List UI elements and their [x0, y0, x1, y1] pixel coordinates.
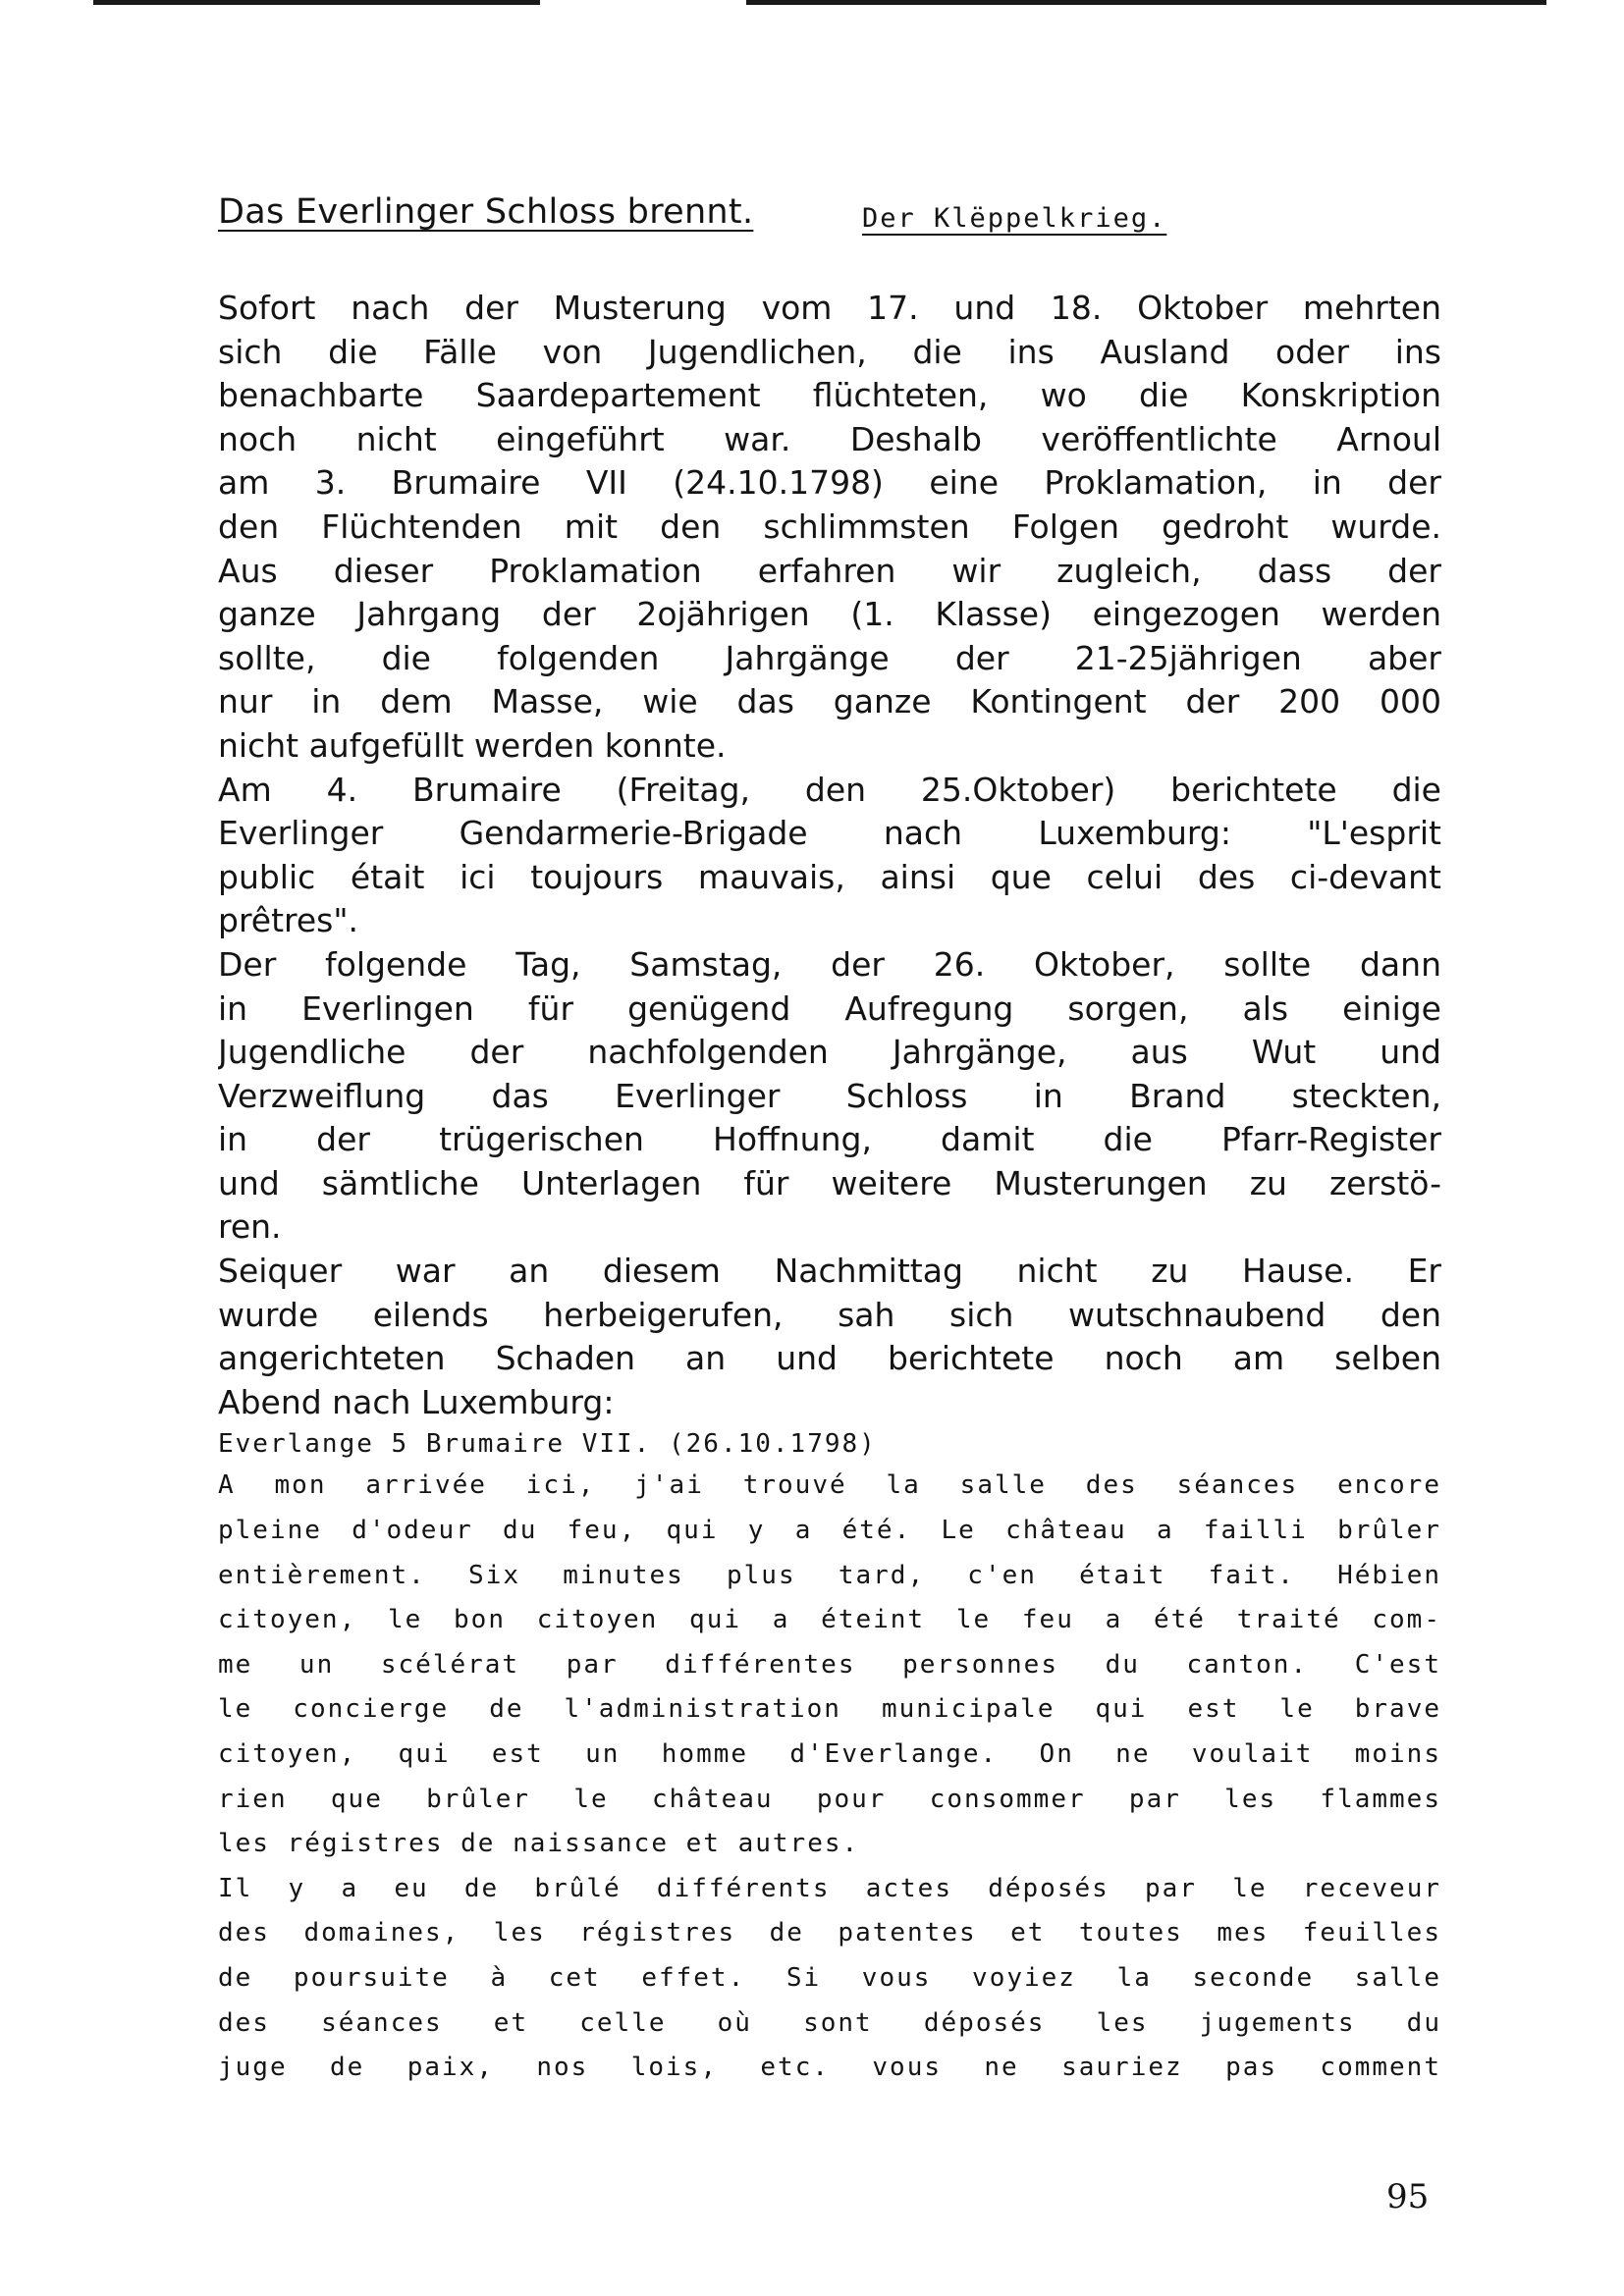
letter-line: les régistres de naissance et autres.: [218, 1829, 860, 1859]
text-line: sollte, die folgenden Jahrgänge der 21-25jährigen aber: [218, 638, 1441, 677]
text-line: ren.: [218, 1207, 282, 1247]
text-line: nicht aufgefüllt werden konnte.: [218, 725, 727, 765]
text-line: den Flüchtenden mit den schlimmsten Folgen gedroht wurde.: [218, 507, 1441, 546]
text-line: Sofort nach der Musterung vom 17. und 18. Oktober mehrten: [218, 289, 1441, 327]
text-line: in der trügerischen Hoffnung, damit die Pfarr-Register: [218, 1120, 1441, 1159]
paragraph-seiquer: [218, 1250, 1441, 1424]
text-line: nur in dem Masse, wie das ganze Kontingent der 200 000: [218, 682, 1441, 721]
letter-line: citoyen, le bon citoyen qui a éteint le feu a été traité com-: [218, 1605, 1441, 1635]
paragraph-musterung: [218, 287, 1441, 769]
text-line: sich die Fälle von Jugendlichen, die ins Ausland oder ins: [218, 332, 1441, 371]
text-line: angerichteten Schaden an und berichtete noch am selben: [218, 1339, 1441, 1378]
text-line: Aus dieser Proklamation erfahren wir zugleich, dass der: [218, 551, 1441, 590]
letter-line: des séances et celle où sont déposés les jugements du: [218, 2007, 1441, 2038]
text-line: noch nicht eingeführt war. Deshalb veröffentlichte Arnoul: [218, 419, 1441, 458]
letter-line: Il y a eu de brûlé différents actes déposés par le receveur: [218, 1873, 1441, 1903]
letter-line: entièrement. Six minutes plus tard, c'en était fait. Hébien: [218, 1560, 1441, 1590]
letter-quote: [218, 1424, 1441, 2090]
chapter-heading: [218, 192, 1219, 241]
text-line: Everlinger Gendarmerie-Brigade nach Luxemburg: "L'esprit: [218, 814, 1441, 853]
letter-line: de poursuite à cet effet. Si vous voyiez la seconde salle: [218, 1962, 1441, 1993]
text-line: ganze Jahrgang der 2ojährigen (1. Klasse) eingezogen werden: [218, 595, 1441, 634]
letter-line: citoyen, qui est un homme d'Everlange. On ne voulait moins: [218, 1739, 1441, 1769]
paragraph-gendarmerie: [218, 769, 1441, 943]
letter-line: le concierge de l'administration municipale qui est le brave: [218, 1694, 1441, 1725]
heading-title: Das Everlinger Schloss brennt.: [218, 192, 754, 232]
text-line: Seiquer war an diesem Nachmittag nicht zu Hause. Er: [218, 1252, 1441, 1291]
letter-paragraph: [218, 1867, 1441, 2091]
text-line: Am 4. Brumaire (Freitag, den 25.Oktober) berichtete die: [218, 770, 1441, 809]
page-number: 95: [1386, 2177, 1430, 2216]
text-line: Der folgende Tag, Samstag, der 26. Oktober, sollte dann: [218, 944, 1441, 984]
text-line: public était ici toujours mauvais, ainsi que celui des ci-devant: [218, 857, 1441, 896]
page-body: [218, 287, 1441, 2091]
letter-line: pleine d'odeur du feu, qui y a été. Le château a failli brûler: [218, 1516, 1441, 1546]
text-line: Verzweiflung das Everlinger Schloss in Brand steckten,: [218, 1076, 1441, 1115]
letter-paragraph: [218, 1464, 1441, 1866]
text-line: benachbarte Saardepartement flüchteten, wo die Konskription: [218, 376, 1441, 415]
text-line: wurde eilends herbeigerufen, sah sich wutschnaubend den: [218, 1295, 1441, 1334]
letter-line: juge de paix, nos lois, etc. vous ne sauriez pas comment: [218, 2053, 1441, 2083]
text-line: prêtres".: [218, 901, 359, 940]
letter-dateline: Everlange 5 Brumaire VII. (26.10.1798): [218, 1429, 877, 1460]
letter-line: rien que brûler le château pour consommer par les flammes: [218, 1784, 1441, 1814]
letter-line: des domaines, les régistres de patentes et toutes mes feuilles: [218, 1918, 1441, 1949]
paragraph-schlossbrand: [218, 943, 1441, 1250]
heading-subtitle: Der Klëppelkrieg.: [862, 203, 1167, 234]
letter-line: A mon arrivée ici, j'ai trouvé la salle des séances encore: [218, 1470, 1441, 1501]
text-line: Abend nach Luxemburg:: [218, 1382, 615, 1421]
top-rule-left: [93, 0, 540, 5]
letter-line: me un scélérat par différentes personnes du canton. C'est: [218, 1649, 1441, 1680]
text-line: und sämtliche Unterlagen für weitere Musterungen zu zerstö-: [218, 1163, 1441, 1202]
top-rule-right: [746, 0, 1546, 5]
text-line: am 3. Brumaire VII (24.10.1798) eine Proklamation, in der: [218, 463, 1441, 503]
text-line: in Everlingen für genügend Aufregung sorgen, als einige: [218, 988, 1441, 1028]
text-line: Jugendliche der nachfolgenden Jahrgänge, aus Wut und: [218, 1033, 1441, 1072]
